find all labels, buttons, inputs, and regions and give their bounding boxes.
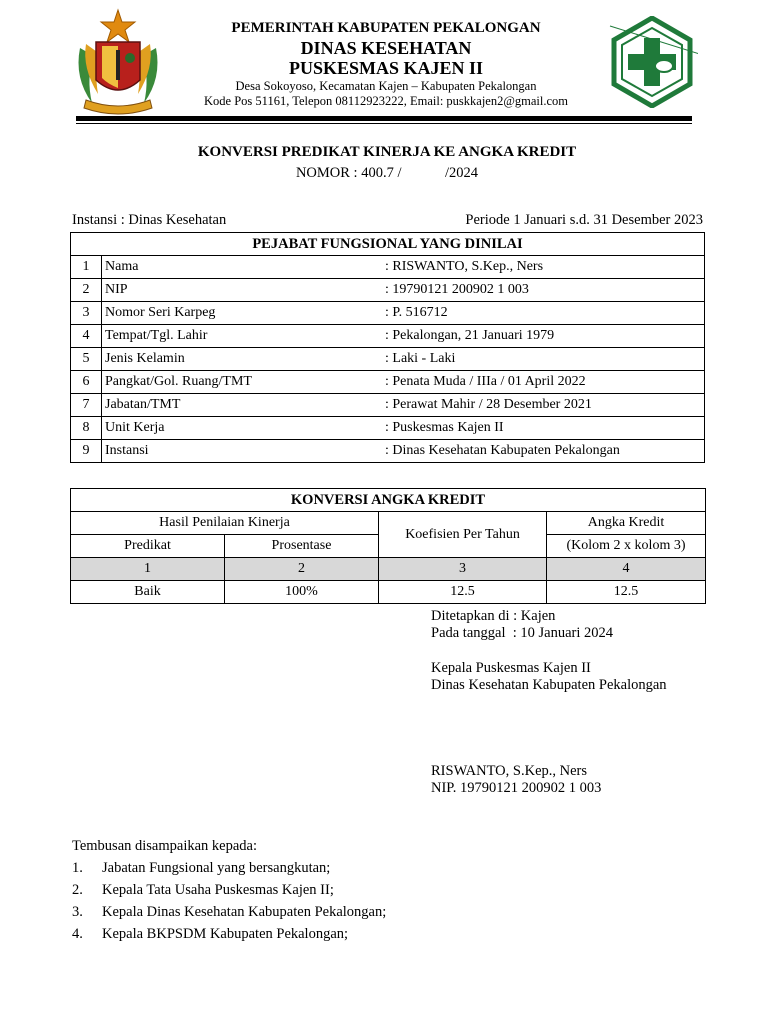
col-koefisien: Koefisien Per Tahun <box>379 512 547 558</box>
pejabat-table <box>70 232 705 463</box>
tembusan-item-text: Kepala Dinas Kesehatan Kabupaten Pekalongan; <box>102 904 387 920</box>
pejabat-row <box>71 256 705 279</box>
pejabat-row <box>71 394 705 417</box>
row-number: 3 <box>71 302 102 325</box>
tembusan-item-text: Kepala Tata Usaha Puskesmas Kajen II; <box>102 882 334 898</box>
value-koefisien: 12.5 <box>379 581 547 604</box>
row-label: Nama <box>102 256 383 279</box>
konversi-value-row <box>71 581 706 604</box>
col-predikat: Predikat <box>71 535 225 558</box>
row-value: : Pekalongan, 21 Januari 1979 <box>382 325 705 348</box>
row-value: : Dinas Kesehatan Kabupaten Pekalongan <box>382 440 705 463</box>
row-label: Unit Kerja <box>102 417 383 440</box>
header-unit: PUSKESMAS KAJEN II <box>288 58 484 78</box>
row-number: 7 <box>71 394 102 417</box>
header-divider-thick <box>76 116 692 121</box>
col-hasil-penilaian: Hasil Penilaian Kinerja <box>71 512 379 535</box>
pejabat-row <box>71 440 705 463</box>
pejabat-row <box>71 371 705 394</box>
tembusan-item-number: 2. <box>72 882 83 898</box>
signatory-nip: NIP. 19790121 200902 1 003 <box>431 780 602 796</box>
row-label: Nomor Seri Karpeg <box>102 302 383 325</box>
value-predikat: Baik <box>71 581 225 604</box>
row-number: 1 <box>71 256 102 279</box>
col-angka-kredit-sub: (Kolom 2 x kolom 3) <box>547 535 706 558</box>
col-prosentase: Prosentase <box>225 535 379 558</box>
document-number: NOMOR : 400.7 / /2024 <box>295 165 479 181</box>
column-number: 4 <box>547 558 706 581</box>
periode-label: Periode 1 Januari s.d. 31 Desember 2023 <box>465 212 703 228</box>
col-angka-kredit: Angka Kredit <box>547 512 706 535</box>
row-number: 4 <box>71 325 102 348</box>
row-label: Pangkat/Gol. Ruang/TMT <box>102 371 383 394</box>
row-value: : 19790121 200902 1 003 <box>382 279 705 302</box>
header-contact: Kode Pos 51161, Telepon 08112923222, Email: puskkajen2@gmail.com <box>204 94 568 108</box>
header-address: Desa Sokoyoso, Kecamatan Kajen – Kabupaten Pekalongan <box>235 79 537 93</box>
row-value: : Penata Muda / IIIa / 01 April 2022 <box>382 371 705 394</box>
signatory-position: Kepala Puskesmas Kajen II <box>431 660 591 676</box>
value-prosentase: 100% <box>225 581 379 604</box>
row-number: 9 <box>71 440 102 463</box>
row-label: NIP <box>102 279 383 302</box>
row-value: : RISWANTO, S.Kep., Ners <box>382 256 705 279</box>
tembusan-item <box>72 926 348 943</box>
signatory-name: RISWANTO, S.Kep., Ners <box>431 763 588 779</box>
column-number: 2 <box>225 558 379 581</box>
tembusan-item <box>72 860 330 877</box>
row-label: Tempat/Tgl. Lahir <box>102 325 383 348</box>
pejabat-heading: PEJABAT FUNGSIONAL YANG DINILAI <box>71 233 705 256</box>
tembusan-item-text: Jabatan Fungsional yang bersangkutan; <box>102 860 331 876</box>
row-label: Instansi <box>102 440 383 463</box>
tembusan-item <box>72 882 334 899</box>
row-value: : Puskesmas Kajen II <box>382 417 705 440</box>
pejabat-row <box>71 279 705 302</box>
pejabat-row <box>71 302 705 325</box>
column-number-row <box>71 558 706 581</box>
column-number: 3 <box>379 558 547 581</box>
tembusan-item-number: 4. <box>72 926 83 942</box>
row-label: Jenis Kelamin <box>102 348 383 371</box>
row-value: : Perawat Mahir / 28 Desember 2021 <box>382 394 705 417</box>
tembusan-item-text: Kepala BKPSDM Kabupaten Pekalongan; <box>102 926 349 942</box>
tembusan-item-number: 3. <box>72 904 83 920</box>
pejabat-row <box>71 325 705 348</box>
row-label: Jabatan/TMT <box>102 394 383 417</box>
header-divider-thin <box>76 123 692 124</box>
value-angka-kredit: 12.5 <box>547 581 706 604</box>
instansi-label: Instansi : Dinas Kesehatan <box>72 212 227 228</box>
row-number: 2 <box>71 279 102 302</box>
header-agency: DINAS KESEHATAN <box>300 38 472 58</box>
header-government: PEMERINTAH KABUPATEN PEKALONGAN <box>231 20 541 36</box>
konversi-table <box>70 488 706 604</box>
tembusan-item-number: 1. <box>72 860 83 876</box>
row-value: : Laki - Laki <box>382 348 705 371</box>
pejabat-row <box>71 348 705 371</box>
row-value: : P. 516712 <box>382 302 705 325</box>
row-number: 6 <box>71 371 102 394</box>
tembusan-item <box>72 904 386 921</box>
tembusan-heading: Tembusan disampaikan kepada: <box>72 838 258 854</box>
row-number: 8 <box>71 417 102 440</box>
column-number: 1 <box>71 558 225 581</box>
pada-tanggal: Pada tanggal : 10 Januari 2024 <box>431 625 614 641</box>
konversi-heading: KONVERSI ANGKA KREDIT <box>71 489 706 512</box>
signatory-agency: Dinas Kesehatan Kabupaten Pekalongan <box>431 677 667 693</box>
row-number: 5 <box>71 348 102 371</box>
pejabat-row <box>71 417 705 440</box>
ditetapkan-di: Ditetapkan di : Kajen <box>431 608 556 624</box>
document-title: KONVERSI PREDIKAT KINERJA KE ANGKA KREDIT <box>197 144 577 160</box>
